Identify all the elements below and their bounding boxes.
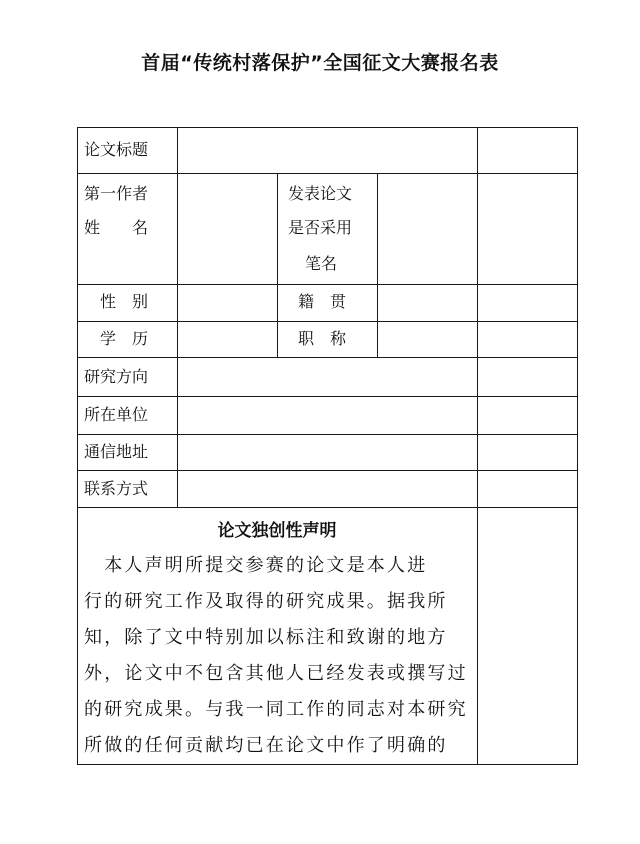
affiliation-label: 所在单位: [84, 405, 149, 424]
row-divider: [77, 173, 577, 174]
paper-title-label: 论文标题: [84, 140, 149, 159]
row-divider: [77, 321, 577, 322]
declaration-line: 知，除了文中特别加以标注和致谢的地方: [84, 627, 448, 648]
declaration-line: 所做的任何贡献均已在论文中作了明确的: [84, 735, 448, 756]
row-divider: [77, 507, 577, 508]
gender-label: 性 别: [100, 292, 149, 311]
column-divider: [177, 127, 178, 507]
column-divider: [277, 173, 278, 357]
row-divider: [77, 470, 577, 471]
declaration-title: 论文独创性声明: [217, 521, 337, 541]
form-title: 首届“传统村落保护”全国征文大赛报名表: [141, 52, 499, 74]
row-divider: [77, 434, 577, 435]
pen-name-label-line2: 是否采用: [288, 218, 353, 237]
declaration-line: 本人声明所提交参赛的论文是本人进: [84, 555, 428, 576]
first-author-label-line1: 第一作者: [84, 184, 149, 203]
contact-label: 联系方式: [84, 479, 149, 498]
declaration-line: 行的研究工作及取得的研究成果。据我所: [84, 591, 448, 612]
first-author-label-line2: 姓 名: [84, 218, 149, 237]
table-border-right: [577, 127, 578, 765]
column-divider: [377, 173, 378, 357]
row-divider: [77, 357, 577, 358]
declaration-line: 的研究成果。与我一同工作的同志对本研究: [84, 699, 468, 720]
row-divider: [77, 396, 577, 397]
table-border-bottom: [77, 764, 577, 765]
job-title-label: 职 称: [298, 329, 347, 348]
row-divider: [77, 284, 577, 285]
pen-name-label-line3: 笔名: [305, 254, 338, 273]
research-direction-label: 研究方向: [84, 367, 149, 386]
declaration-line: 外，论文中不包含其他人已经发表或撰写过: [84, 663, 468, 684]
pen-name-label-line1: 发表论文: [288, 184, 353, 203]
column-divider: [477, 127, 478, 765]
education-label: 学 历: [100, 329, 149, 348]
table-border-top: [77, 127, 577, 128]
native-place-label: 籍 贯: [298, 292, 347, 311]
table-border-left: [77, 127, 78, 765]
mailing-address-label: 通信地址: [84, 442, 149, 461]
